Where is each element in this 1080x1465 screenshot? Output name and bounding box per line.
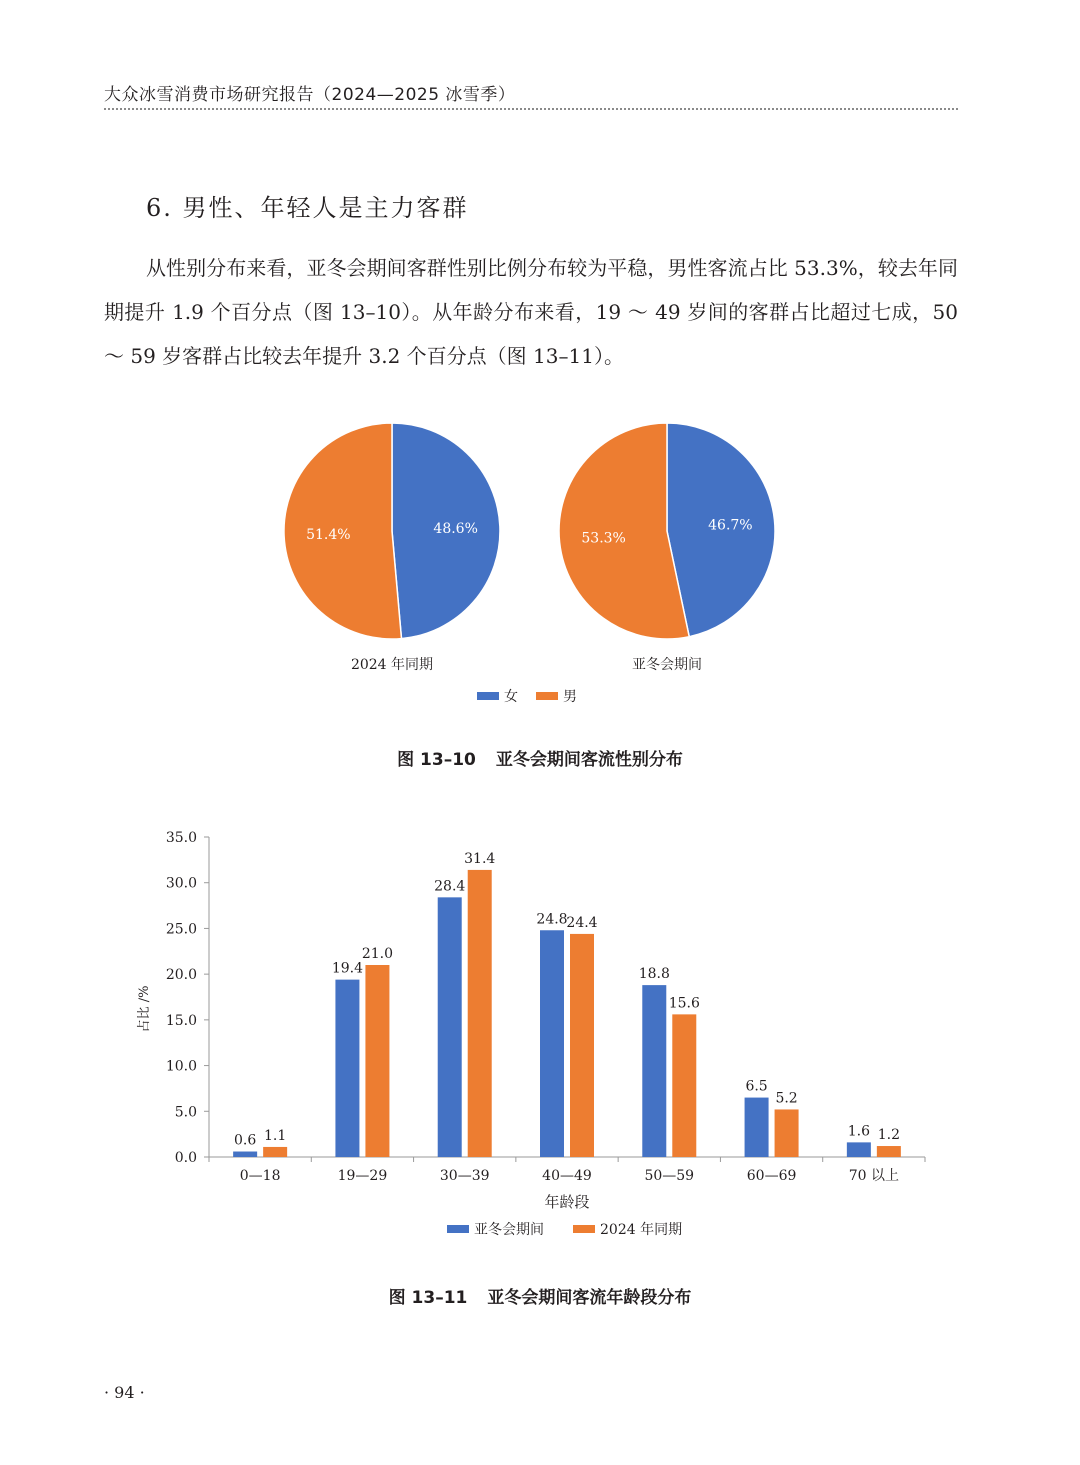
pie-category-label: 2024 年同期	[350, 657, 434, 673]
bar	[642, 985, 666, 1157]
pie-category-label: 亚冬会期间	[632, 657, 702, 673]
y-tick-label: 25.0	[165, 921, 197, 938]
bar-data-label: 24.8	[536, 911, 568, 928]
bar	[847, 1142, 871, 1157]
running-header: 大众冰雪消费市场研究报告（2024—2025 冰雪季）	[104, 85, 516, 105]
bar	[745, 1098, 769, 1157]
x-axis-title: 年龄段	[544, 1193, 590, 1211]
age-bar-svg	[120, 815, 940, 1255]
bar	[570, 934, 594, 1157]
figure-10-number: 图 13–10	[397, 750, 476, 770]
bar-data-label: 24.4	[566, 914, 598, 931]
bar-data-label: 31.4	[464, 850, 496, 867]
x-tick-label: 30—39	[439, 1168, 490, 1184]
bar	[438, 897, 462, 1157]
bar-data-label: 1.6	[847, 1123, 870, 1140]
pie-data-label: 51.4%	[306, 526, 351, 543]
section-title: 6. 男性、年轻人是主力客群	[146, 194, 469, 222]
gender-pie-chart	[270, 410, 810, 724]
bar	[335, 980, 359, 1157]
y-tick-label: 15.0	[165, 1012, 197, 1029]
pie-data-label: 53.3%	[581, 530, 626, 547]
header-divider	[104, 108, 958, 110]
age-bar-chart	[120, 815, 940, 1259]
bar-data-label: 21.0	[361, 946, 394, 962]
bar	[540, 930, 564, 1157]
bar-data-label: 5.2	[775, 1090, 798, 1107]
x-tick-label: 0—18	[239, 1168, 281, 1184]
figure-11-number: 图 13–11	[388, 1288, 468, 1308]
bar-data-label: 1.2	[877, 1127, 900, 1144]
bar-data-label: 15.6	[668, 995, 700, 1012]
figure-10-title: 亚冬会期间客流性别分布	[495, 750, 683, 770]
figure-11-caption	[0, 1283, 1080, 1308]
bar-data-label: 28.4	[434, 878, 466, 895]
y-tick-label: 5.0	[174, 1104, 197, 1121]
x-tick-label: 50—59	[644, 1168, 695, 1184]
bar-data-label: 19.4	[331, 960, 364, 977]
pie-data-label: 46.7%	[708, 517, 753, 534]
body-paragraph: 从性别分布来看，亚冬会期间客群性别比例分布较为平稳，男性客流占比 53.3%，较去年同期提升 1.9 个百分点（图 13–10）。从年龄分布来看，19 ～ 49 岁间的客群占比超过七成，50 ～ 59 岁客群占比较去年提升 3.2 个百分点（图 13–11）。	[104, 256, 958, 368]
x-tick-label: 19—29	[337, 1168, 388, 1184]
figure-10-caption	[0, 745, 1080, 770]
bar	[365, 965, 389, 1157]
bar-data-label: 0.6	[234, 1132, 257, 1149]
y-tick-label: 10.0	[165, 1058, 197, 1075]
bar	[775, 1109, 799, 1157]
legend-swatch	[477, 692, 499, 700]
bar-data-label: 6.5	[745, 1078, 768, 1095]
bar	[233, 1152, 257, 1157]
bar-data-label: 18.8	[638, 966, 670, 983]
legend-label: 2024 年同期	[600, 1222, 683, 1238]
y-tick-label: 20.0	[165, 967, 197, 984]
bar	[877, 1146, 901, 1157]
figure-11-title: 亚冬会期间客流年龄段分布	[487, 1288, 692, 1308]
y-tick-label: 35.0	[165, 830, 197, 846]
x-tick-label: 60—69	[746, 1168, 797, 1184]
page-number: · 94 ·	[104, 1383, 145, 1402]
y-axis-title: 占比 /%	[137, 985, 152, 1033]
bar	[263, 1147, 287, 1157]
bar-data-label: 1.1	[264, 1127, 287, 1144]
y-tick-label: 0.0	[174, 1150, 197, 1166]
legend-label: 女	[504, 689, 518, 705]
legend-swatch	[573, 1225, 595, 1233]
legend-label: 亚冬会期间	[474, 1222, 544, 1238]
bar	[672, 1014, 696, 1157]
gender-pie-svg	[270, 410, 810, 720]
legend-label: 男	[563, 689, 577, 705]
x-tick-label: 70 以上	[848, 1168, 899, 1184]
bar	[468, 870, 492, 1157]
legend-swatch	[447, 1225, 469, 1233]
y-tick-label: 30.0	[165, 875, 197, 892]
legend-swatch	[536, 692, 558, 700]
x-tick-label: 40—49	[542, 1168, 592, 1184]
pie-data-label: 48.6%	[433, 521, 478, 538]
